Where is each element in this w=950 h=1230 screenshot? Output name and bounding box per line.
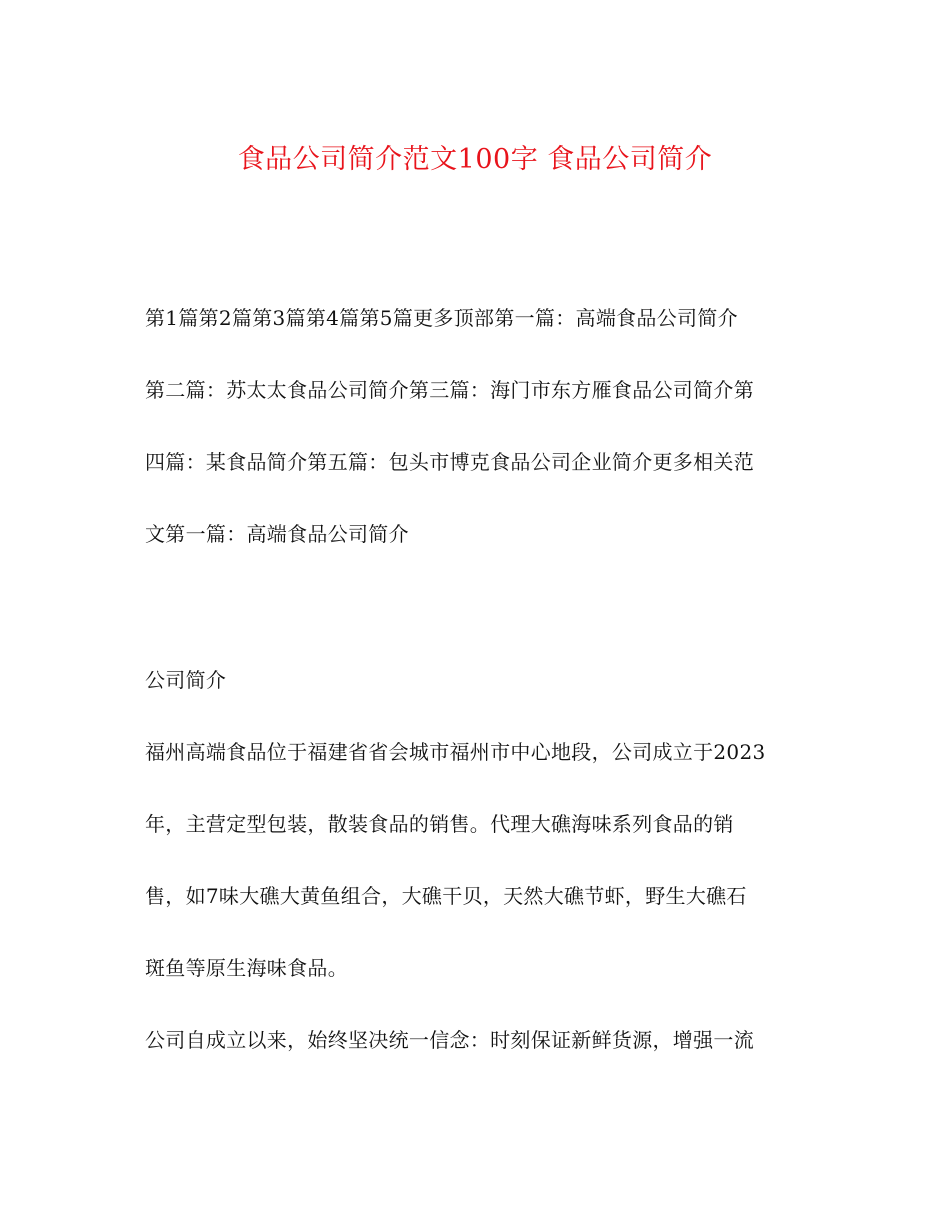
toc-line-2: 第二篇：苏太太食品公司简介第三篇：海门市东方雁食品公司简介第 <box>145 378 754 402</box>
toc-line-1: 第1篇第2篇第3篇第4篇第5篇更多顶部第一篇：高端食品公司简介 <box>145 306 738 330</box>
document-title: 食品公司简介范文100字 食品公司简介 <box>237 144 713 175</box>
paragraph-1-line-3: 售，如7味大礁大黄鱼组合，大礁干贝，天然大礁节虾，野生大礁石 <box>145 884 747 908</box>
paragraph-1-line-2: 年，主营定型包装，散装食品的销售。代理大礁海味系列食品的销 <box>145 812 734 836</box>
paragraph-1-line-1: 福州高端食品位于福建省省会城市福州市中心地段，公司成立于2023 <box>145 740 766 764</box>
section-heading: 公司简介 <box>145 668 227 692</box>
paragraph-2-line-1: 公司自成立以来，始终坚决统一信念：时刻保证新鲜货源，增强一流 <box>145 1028 754 1052</box>
paragraph-1-line-4: 斑鱼等原生海味食品。 <box>145 956 348 980</box>
toc-line-4: 文第一篇：高端食品公司简介 <box>145 522 409 546</box>
toc-line-3: 四篇：某食品简介第五篇：包头市博克食品公司企业简介更多相关范 <box>145 450 754 474</box>
